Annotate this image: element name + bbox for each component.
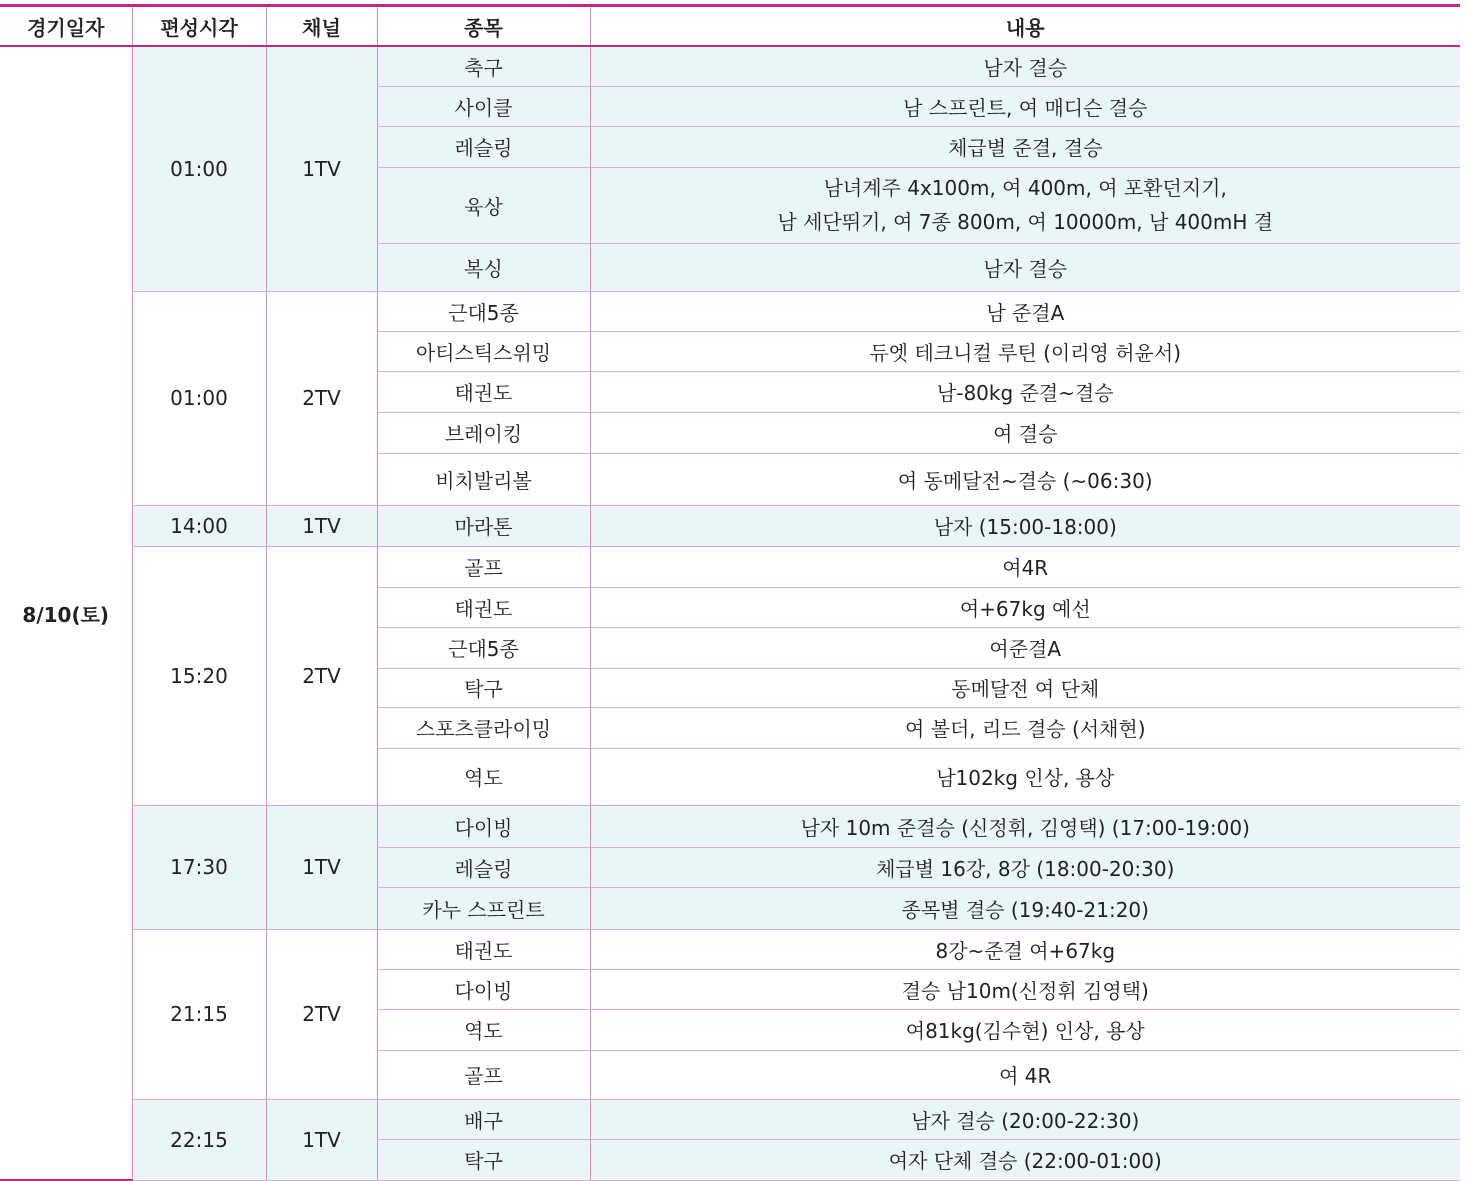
content-line: 남자 10m 준결승 (신정휘, 김영택) (17:00-19:00) (800, 815, 1250, 840)
sport-cell: 브레이킹 (377, 412, 590, 453)
content-line: 남102kg 인상, 용상 (936, 766, 1115, 790)
table-row (0, 1099, 1460, 1139)
sport-cell: 역도 (377, 1009, 590, 1050)
content-line: 동메달전 여 단체 (951, 677, 1100, 701)
sport-cell: 다이빙 (377, 805, 590, 847)
content-line: 여+67kg 예선 (959, 596, 1091, 621)
channel-cell: 2TV (266, 929, 377, 1099)
table-row (0, 805, 1460, 847)
content-line: 남자 결승 (20:00-22:30) (911, 1108, 1140, 1133)
sport-cell: 태권도 (377, 587, 590, 627)
sport-cell: 골프 (377, 1050, 590, 1099)
sport-cell: 스포츠클라이밍 (377, 707, 590, 748)
table-row (0, 929, 1460, 969)
sport-cell: 비치발리볼 (377, 453, 590, 505)
content-cell (590, 929, 1460, 969)
content-cell (590, 668, 1460, 707)
header-time: 편성시각 (132, 6, 266, 47)
time-cell: 14:00 (132, 505, 266, 546)
header-channel: 채널 (266, 6, 377, 47)
content-cell (590, 291, 1460, 331)
content-cell (590, 331, 1460, 371)
content-cell (590, 126, 1460, 167)
content-cell (590, 847, 1460, 887)
content-line: 남자 결승 (983, 256, 1068, 281)
schedule-container (0, 4, 1460, 1181)
sport-cell: 사이클 (377, 86, 590, 126)
table-row (0, 46, 1460, 86)
content-cell (590, 748, 1460, 805)
header-sport: 종목 (377, 6, 590, 47)
content-cell (590, 453, 1460, 505)
content-line: 남자 결승 (983, 55, 1068, 80)
sport-cell: 근대5종 (377, 627, 590, 668)
content-cell (590, 371, 1460, 412)
content-cell (590, 1139, 1460, 1180)
header-row (0, 6, 1460, 47)
sport-cell: 마라톤 (377, 505, 590, 546)
sport-cell: 카누 스프린트 (377, 887, 590, 929)
content-line: 여자 단체 결승 (22:00-01:00) (888, 1149, 1162, 1173)
content-cell (590, 587, 1460, 627)
sport-cell: 배구 (377, 1099, 590, 1139)
table-row (0, 546, 1460, 587)
content-cell (590, 1050, 1460, 1099)
time-cell: 22:15 (132, 1099, 266, 1180)
content-line: 체급별 준결, 결승 (948, 136, 1103, 160)
channel-cell: 1TV (266, 46, 377, 291)
content-cell (590, 627, 1460, 668)
table-row (0, 505, 1460, 546)
content-cell (590, 805, 1460, 847)
content-cell (590, 243, 1460, 291)
content-line: 여81kg(김수현) 인상, 용상 (905, 1019, 1145, 1043)
sport-cell: 탁구 (377, 668, 590, 707)
content-line: 여 동메달전~결승 (~06:30) (897, 468, 1153, 493)
channel-cell: 1TV (266, 805, 377, 929)
sport-cell: 육상 (377, 167, 590, 243)
sport-cell: 탁구 (377, 1139, 590, 1180)
sport-cell: 역도 (377, 748, 590, 805)
broadcast-schedule-table (0, 4, 1460, 1181)
content-line: 남자 (15:00-18:00) (933, 515, 1117, 539)
content-line: 여4R (1002, 556, 1049, 580)
content-line: 8강~준결 여+67kg (935, 938, 1116, 963)
time-cell: 21:15 (132, 929, 266, 1099)
content-line: 결승 남10m(신정휘 김영택) (901, 978, 1149, 1003)
content-cell (590, 707, 1460, 748)
content-cell (590, 46, 1460, 86)
time-cell: 15:20 (132, 546, 266, 805)
sport-cell: 레슬링 (377, 126, 590, 167)
content-line: 남 스프린트, 여 매디슨 결승 (903, 95, 1148, 120)
content-line: 여 결승 (993, 422, 1058, 446)
content-line: 남 준결A (986, 300, 1065, 325)
time-cell: 01:00 (132, 46, 266, 291)
content-line: 종목별 결승 (19:40-21:20) (901, 897, 1149, 922)
content-cell (590, 887, 1460, 929)
time-cell: 17:30 (132, 805, 266, 929)
content-cell (590, 1009, 1460, 1050)
channel-cell: 2TV (266, 291, 377, 505)
sport-cell: 축구 (377, 46, 590, 86)
table-row (0, 291, 1460, 331)
time-cell: 01:00 (132, 291, 266, 505)
content-line: 남 세단뛰기, 여 7종 800m, 여 10000m, 남 400mH 결 (777, 210, 1274, 234)
content-cell (590, 546, 1460, 587)
sport-cell: 골프 (377, 546, 590, 587)
sport-cell: 태권도 (377, 371, 590, 412)
channel-cell: 1TV (266, 505, 377, 546)
schedule-body (0, 46, 1460, 1180)
channel-cell: 1TV (266, 1099, 377, 1180)
content-cell (590, 412, 1460, 453)
content-line: 여 볼더, 리드 결승 (서채현) (904, 717, 1146, 741)
content-cell (590, 969, 1460, 1009)
content-line: 남-80kg 준결~결승 (936, 381, 1114, 405)
sport-cell: 태권도 (377, 929, 590, 969)
channel-cell: 2TV (266, 546, 377, 805)
content-line: 체급별 16강, 8강 (18:00-20:30) (876, 856, 1175, 881)
content-line: 여준결A (989, 637, 1062, 661)
content-cell (590, 86, 1460, 126)
content-cell (590, 505, 1460, 546)
content-line: 듀엣 테크니컬 루틴 (이리영 허윤서) (869, 340, 1181, 365)
content-cell (590, 1099, 1460, 1139)
sport-cell: 레슬링 (377, 847, 590, 887)
header-content: 내용 (590, 6, 1460, 47)
header-date: 경기일자 (0, 6, 132, 47)
content-line: 남녀계주 4x100m, 여 400m, 여 포환던지기, (823, 176, 1227, 200)
content-line: 여 4R (999, 1064, 1052, 1088)
sport-cell: 아티스틱스위밍 (377, 331, 590, 371)
sport-cell: 복싱 (377, 243, 590, 291)
sport-cell: 다이빙 (377, 969, 590, 1009)
sport-cell: 근대5종 (377, 291, 590, 331)
content-cell (590, 167, 1460, 243)
date-cell: 8/10(토) (0, 46, 132, 1180)
